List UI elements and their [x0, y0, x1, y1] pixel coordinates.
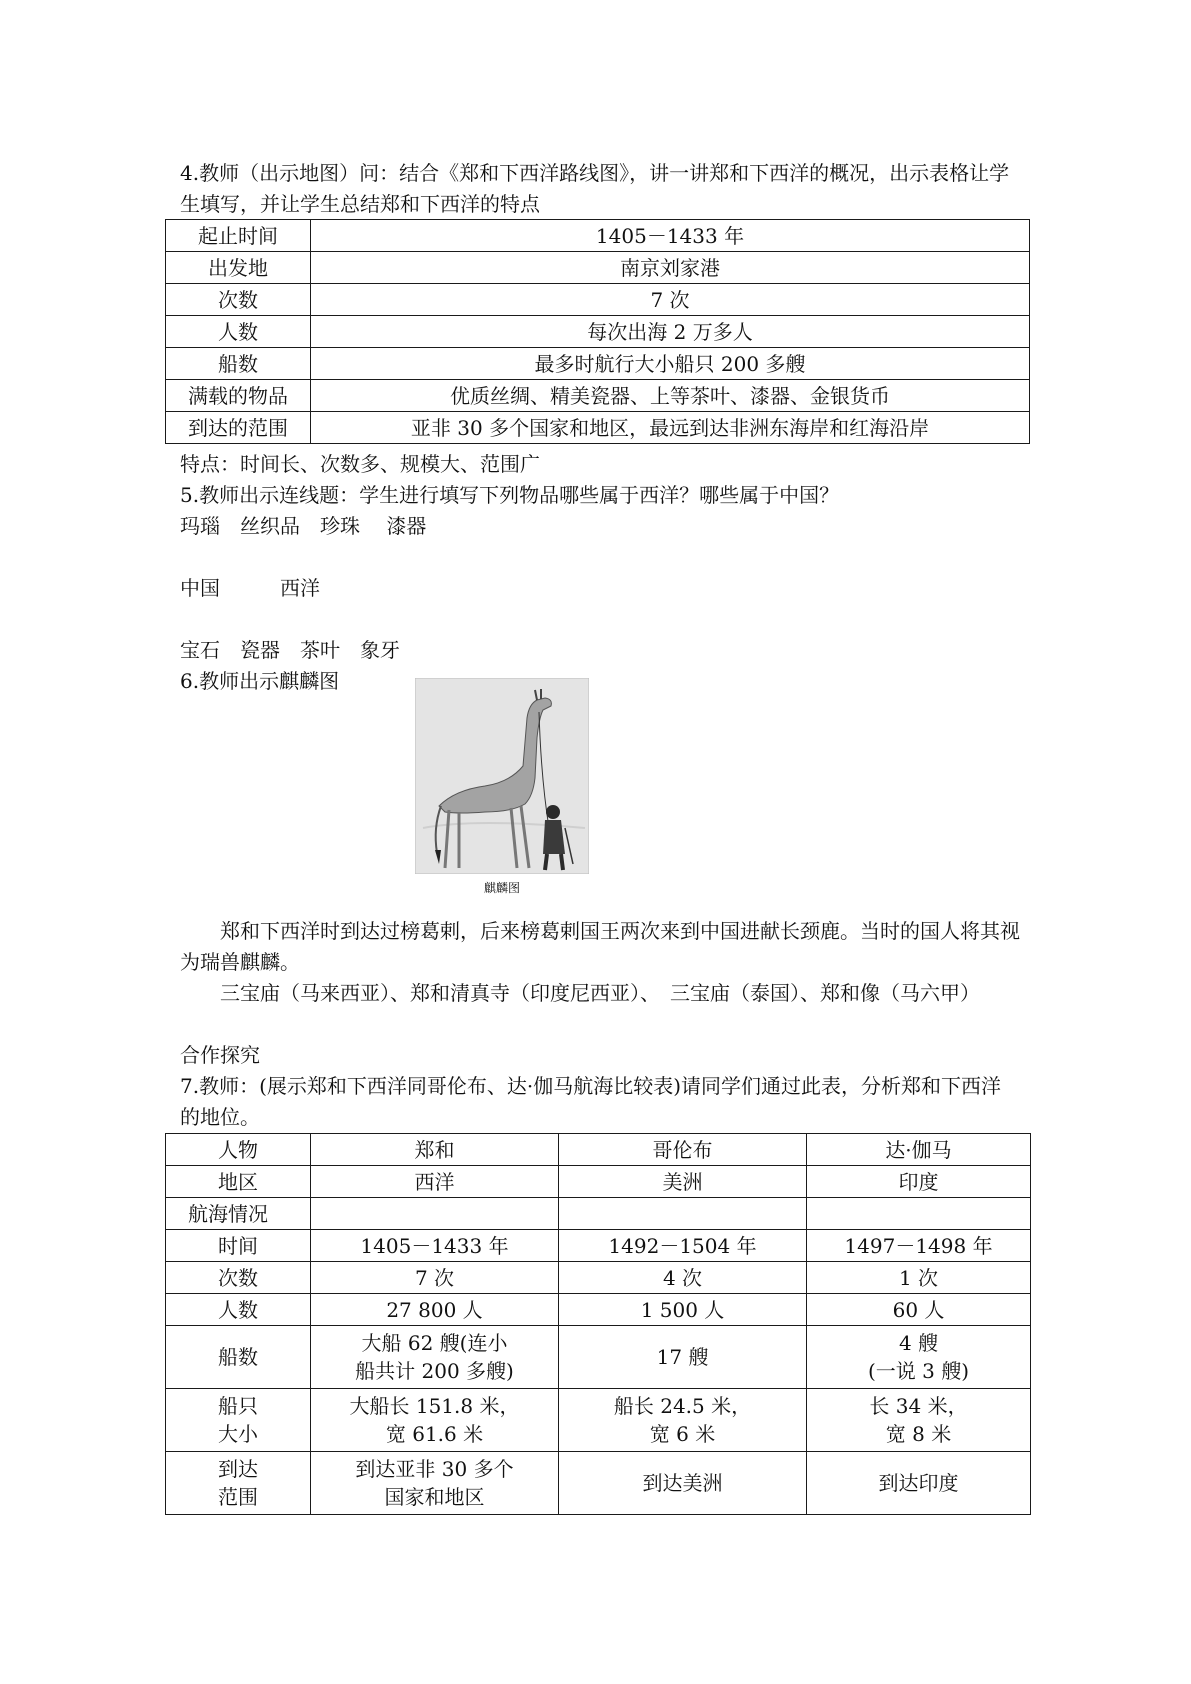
header-cell: 郑和 — [311, 1134, 559, 1166]
table-row — [166, 1326, 1031, 1389]
row-value: 南京刘家港 — [311, 252, 1030, 284]
header-cell: 哥伦布 — [559, 1134, 807, 1166]
table-cell: 大船 62 艘(连小 船共计 200 多艘) — [311, 1326, 559, 1389]
table-cell: 船长 24.5 米， 宽 6 米 — [559, 1389, 807, 1452]
table-row — [166, 1452, 1031, 1515]
qilin-painting — [415, 678, 589, 874]
features-summary: 特点：时间长、次数多、规模大、范围广 — [180, 452, 540, 476]
row-label: 起止时间 — [166, 220, 311, 252]
row-value: 优质丝绸、精美瓷器、上等茶叶、漆器、金银货币 — [311, 380, 1030, 412]
table-cell: 航海情况 — [166, 1198, 311, 1230]
table-cell: 船只 大小 — [166, 1389, 311, 1452]
cooperation-heading: 合作探究 — [180, 1043, 260, 1067]
matching-items-top: 玛瑙 丝织品 珍珠 漆器 — [180, 514, 427, 538]
table-row — [166, 1262, 1031, 1294]
question-6-text: 6.教师出示麒麟图 — [180, 669, 340, 693]
row-label: 次数 — [166, 284, 311, 316]
table-cell: 1405－1433 年 — [311, 1230, 559, 1262]
table-row — [166, 1389, 1031, 1452]
table-row — [166, 1294, 1031, 1326]
table-row — [166, 284, 1030, 316]
table-cell — [807, 1198, 1031, 1230]
header-cell: 人物 — [166, 1134, 311, 1166]
table-cell: 长 34 米， 宽 8 米 — [807, 1389, 1031, 1452]
zheng-he-sites: 三宝庙（马来西亚）、郑和清真寺（印度尼西亚）、 三宝庙（泰国）、郑和像（马六甲） — [220, 981, 980, 1005]
figure-caption: 麒麟图 — [483, 881, 520, 895]
table-cell: 地区 — [166, 1166, 311, 1198]
qilin-description: 郑和下西洋时到达过榜葛剌，后来榜葛剌国王两次来到中国进献长颈鹿。当时的国人将其视为瑞兽麒麟。 — [180, 919, 1020, 974]
table-row — [166, 412, 1030, 444]
table-cell: 4 次 — [559, 1262, 807, 1294]
matching-items-bottom: 宝石 瓷器 茶叶 象牙 — [180, 638, 400, 662]
table-row — [166, 1198, 1031, 1230]
table-row — [166, 380, 1030, 412]
row-value: 亚非 30 多个国家和地区，最远到达非洲东海岸和红海沿岸 — [311, 412, 1030, 444]
table-cell: 1497－1498 年 — [807, 1230, 1031, 1262]
table-row — [166, 1166, 1031, 1198]
table-row — [166, 316, 1030, 348]
table-row — [166, 220, 1030, 252]
table-cell: 1492－1504 年 — [559, 1230, 807, 1262]
table-cell: 到达亚非 30 多个 国家和地区 — [311, 1452, 559, 1515]
table-row — [166, 348, 1030, 380]
table-cell: 到达 范围 — [166, 1452, 311, 1515]
table-cell: 次数 — [166, 1262, 311, 1294]
header-cell: 达·伽马 — [807, 1134, 1031, 1166]
row-value: 1405－1433 年 — [311, 220, 1030, 252]
row-value: 最多时航行大小船只 200 多艘 — [311, 348, 1030, 380]
table-cell: 27 800 人 — [311, 1294, 559, 1326]
row-value: 7 次 — [311, 284, 1030, 316]
question-5-text: 5.教师出示连线题：学生进行填写下列物品哪些属于西洋？哪些属于中国？ — [180, 483, 840, 507]
row-label: 船数 — [166, 348, 311, 380]
table-header-row — [166, 1134, 1031, 1166]
table-cell: 到达美洲 — [559, 1452, 807, 1515]
table-cell: 大船长 151.8 米， 宽 61.6 米 — [311, 1389, 559, 1452]
giraffe-illustration — [415, 678, 589, 874]
table-cell: 4 艘 (一说 3 艘) — [807, 1326, 1031, 1389]
table-cell: 时间 — [166, 1230, 311, 1262]
table-cell: 西洋 — [311, 1166, 559, 1198]
table-cell: 1 500 人 — [559, 1294, 807, 1326]
voyage-overview-table — [165, 219, 1030, 444]
table-cell: 1 次 — [807, 1262, 1031, 1294]
question-7-text: 7.教师：(展示郑和下西洋同哥伦布、达·伽马航海比较表)请同学们通过此表，分析郑和下西洋的地位。 — [180, 1074, 1002, 1129]
matching-groups: 中国 西洋 — [180, 576, 320, 600]
table-cell: 印度 — [807, 1166, 1031, 1198]
row-label: 满载的物品 — [166, 380, 311, 412]
row-label: 到达的范围 — [166, 412, 311, 444]
table-cell: 到达印度 — [807, 1452, 1031, 1515]
table-cell: 17 艘 — [559, 1326, 807, 1389]
table-row — [166, 252, 1030, 284]
table-cell: 60 人 — [807, 1294, 1031, 1326]
table-cell — [559, 1198, 807, 1230]
question-4-text: 4.教师（出示地图）问：结合《郑和下西洋路线图》，讲一讲郑和下西洋的概况，出示表格让学生填写，并让学生总结郑和下西洋的特点 — [180, 161, 1010, 216]
table-cell: 人数 — [166, 1294, 311, 1326]
row-label: 出发地 — [166, 252, 311, 284]
table-cell: 7 次 — [311, 1262, 559, 1294]
row-value: 每次出海 2 万多人 — [311, 316, 1030, 348]
table-cell: 美洲 — [559, 1166, 807, 1198]
table-row — [166, 1230, 1031, 1262]
row-label: 人数 — [166, 316, 311, 348]
table-cell: 船数 — [166, 1326, 311, 1389]
table-cell — [311, 1198, 559, 1230]
voyage-comparison-table — [165, 1133, 1031, 1515]
